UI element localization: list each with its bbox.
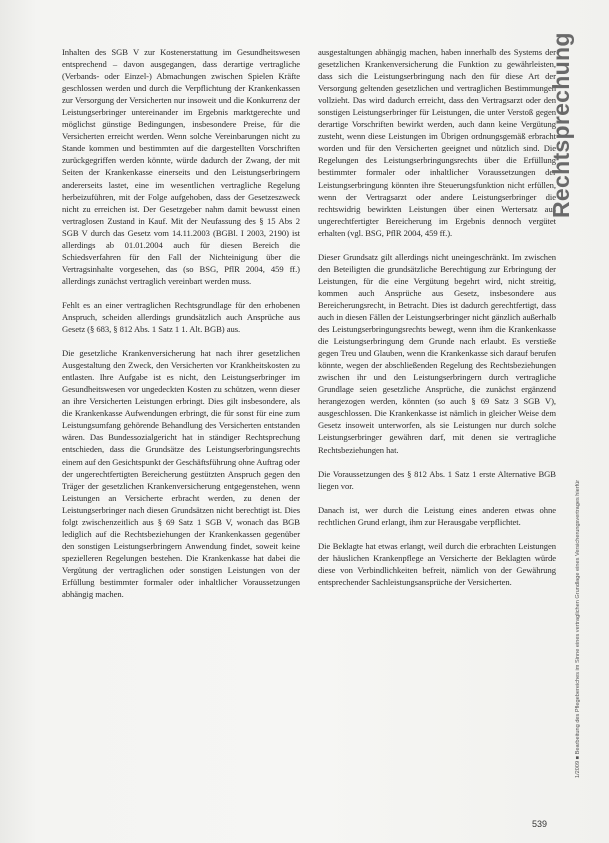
right-text-column xyxy=(318,46,556,588)
paragraph: Fehlt es an einer vertraglichen Rechtsgrundlage für den erhobenen Anspruch, scheiden allerdings grundsätzlich auch Ansprüche aus Gesetz (§ 683, § 812 Abs. 1 Satz 1 1. Alt. BGB) aus. xyxy=(62,299,300,335)
paragraph: Die Beklagte hat etwas erlangt, weil durch die erbrachten Leistungen der häuslichen Krankenpflege an Versicherte der Beklagten würde diese von Verbindlichkeiten befreit, nämlich von der Gewährung entsprechender Sachleistungsansprüche der Versicherten. xyxy=(318,540,556,587)
paragraph: Die gesetzliche Krankenversicherung hat nach ihrer gesetzlichen Ausgestaltung den Zweck, den Versicherten vor Krankheitskosten zu entlasten. Ihre Aufgabe ist es nicht, den Leistungserbringer im Gesundheitswesen vor ungedeckten Kosten zu schützen, wenn dieser an ihre Versicherten Leistungen erbringt. Dies gilt insbesondere, als die Krankenkasse Aufwendungen erbringt, die für sonst für eine zum Leistungsumfang gehörende Behandlung des Versicherten entstanden wären. Das Bundessozialgericht hat in ständiger Rechtsprechung entschieden, dass die Grundsätze des Leistungserbringungsrechts einem auf den Gesichtspunkt der Geschäftsführung ohne Auftrag oder der ungerechtfertigten Bereicherung gestützten Anspruch gegen den Träger der gesetzlichen Krankenversicherung entgegenstehen, wenn Leistungen an Versicherte erbracht werden, zu denen der Leistungserbringer nach diesen Grundsätzen nicht berechtigt ist. Dies folgt zwischenzeitlich aus § 69 Satz 1 SGB V, wonach das BGB lediglich auf die Rechtsbeziehungen der Krankenkassen gegenüber den sonstigen Leistungserbringern Anwendung findet, soweit keine spezielleren Regelungen bestehen. Die Krankenkasse hat dabei die Vergütung der vertraglichen oder sonstigen Leistungen von der Erfüllung bestimmter formaler oder inhaltlicher Voraussetzungen abhängig machen. xyxy=(62,348,300,600)
paragraph: ausgestaltungen abhängig machen, haben innerhalb des Systems der gesetzlichen Krankenversicherung die Funktion zu gewährleisten, dass sich die Leistungserbringung nach den für diese Art der Versorgung geltenden gesetzlichen und vertraglichen Bestimmungen vollzieht. Das wird dadurch erreicht, dass den Vertragsarzt oder den sonstigen Leistungserbringer für Leistungen, die unter Verstoß gegen derartige Vorschriften bewirkt werden, auch dann keine Vergütung zusteht, wenn diese Leistungen im Übrigen ordnungsgemäß erbracht worden und für den Versicherten geeignet und nützlich sind. Die Regelungen des Leistungserbringungsrechts über die Erfüllung bestimmter formaler oder inhaltlicher Voraussetzungen der Leistungserbringung könnten ihre Steuerungsfunktion nicht erfüllen, wenn der Vertragsarzt oder andere Leistungserbringer die rechtswidrig bewirkten Leistungen über einen Wertersatz aus ungerechtfertigter Bereicherung im Ergebnis dennoch vergütet erhalten (vgl. BSG, PflR 2004, 459 ff.). xyxy=(318,47,556,238)
section-label: Rechtsprechung xyxy=(548,32,574,218)
paragraph: Danach ist, wer durch die Leistung eines anderen etwas ohne rechtlichen Grund erlangt, ihm zur Herausgabe verpflichtet. xyxy=(318,504,556,527)
left-text-column xyxy=(62,46,300,600)
page-number: 539 xyxy=(532,819,548,829)
paragraph: Inhalten des SGB V zur Kostenerstattung im Gesundheitswesen entsprechend – davon ausgegangen, dass derartige vertragliche (Verbands- oder Einzel-) Abmachungen zwischen Spielen Kräfte geschlossen werden und durch die Verpflichtung der Krankenkassen zur Versorgung der Versicherten nur insoweit und die Konkurrenz der Leistungserbringer untereinander im Ergebnis marktgerechte und möglichst günstige Bedingungen, insbesondere Preise, für die Versicherten erreicht werden. Wenn solche Vereinbarungen nicht zu Stande kommen und bestimmten auf die dargestellten Vorschriften zurückgegriffen werden könnte, würde dadurch der Zwang, der mit Seiten der Krankenkasse einerseits und den Leistungserbringern andererseits lastet, eine im wesentlichen vertragliche Regelung herbeizuführen, mit der Folge aufgehoben, dass der Gesetzeszweck nicht zu erreichen ist. Der Gesetzgeber nahm damit bewusst einen vertraglosen Zustand in Kauf. Mit der Neufassung des § 15 Abs 2 SGB V durch das Gesetz vom 14.11.2003 (BGBl. I 2003, 2190) ist allerdings ab 01.01.2004 auch für diesen Bereich die Schiedsverfahren für den Fall der Nichteinigung über die Vertragsinhalte vorgesehen, das (so BSG, PflR 2004, 459 ff.) allerdings zunächst vertraglich vereinbart werden muss. xyxy=(62,47,300,286)
copyright-side-note: 1/2009 ■ Bearbeitung des Pflegebereiches im Sinne eines vertraglichen Grundlage eines Versicherungsvertrages hierfür xyxy=(575,479,581,778)
paragraph: Dieser Grundsatz gilt allerdings nicht uneingeschränkt. Im zwischen den Beteiligten die grundsätzliche Berechtigung zur Erbringung der Leistungen, für die eine Vergütung begehrt wird, nicht streitig, kommen auch Ansprüche aus Gesetz, insbesondere aus Bereicherungsrecht, in Betracht. Dies ist dadurch gerechtfertigt, dass auch in diesen Fällen der Leistungserbringer nicht gänzlich außerhalb des Leistungserbringungsrechts bewegt, wenn ihm die Krankenkasse die Leistungserbringung dem Grunde nach erlaubt. Es verstieße gegen Treu und Glauben, wenn die Krankenkasse sich darauf berufen könnte, wegen der abschließenden Regelung des Rechtsbeziehungen zwischen ihr und den Leistungserbringern durch vertragliche Grundlage seien gesetzliche Ansprüche, die zunächst ergänzend herangezogen werden, könnten (so auch § 69 Satz 3 SGB V), ausgeschlossen. Die Krankenkasse ist nämlich in gleicher Weise dem Gesetz insoweit unterworfen, als sie Leistungen nur durch solche Leistungserbringer gewähren darf, mit denen sie vertragliche Rechtsbeziehungen hat. xyxy=(318,251,556,455)
paragraph: Die Voraussetzungen des § 812 Abs. 1 Satz 1 erste Alternative BGB liegen vor. xyxy=(318,468,556,491)
